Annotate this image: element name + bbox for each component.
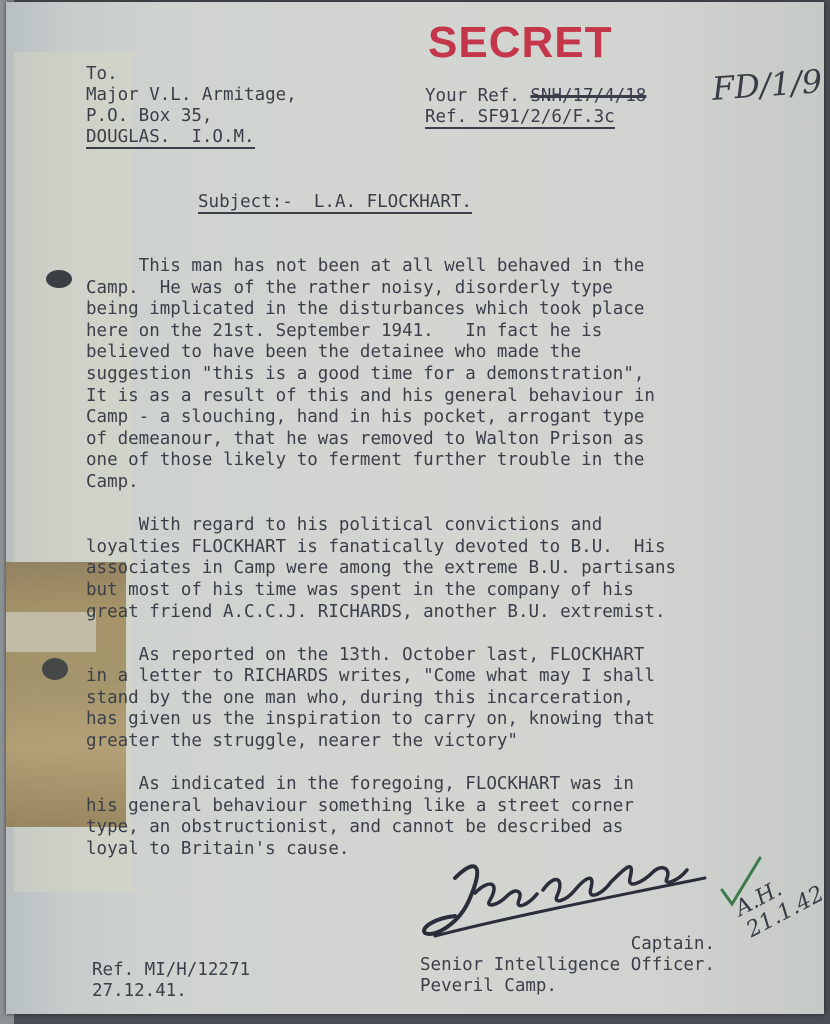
subject-text: Subject:- L.A. FLOCKHART. xyxy=(198,192,472,212)
paper-tear xyxy=(6,612,96,652)
signatory-rank: Captain. xyxy=(630,934,716,954)
recipient-name: Major V.L. Armitage, xyxy=(86,85,297,105)
subject-line xyxy=(198,192,472,213)
signatory-camp: Peveril Camp. xyxy=(420,976,557,996)
footer-ref-block xyxy=(92,960,250,1002)
letter-body xyxy=(86,256,676,861)
recipient-box: P.O. Box 35, xyxy=(86,106,213,126)
punch-hole-bottom xyxy=(42,658,68,680)
our-ref: Ref. SF91/2/6/F.3c xyxy=(425,107,615,127)
signature xyxy=(415,838,715,948)
footer-ref: Ref. MI/H/12271 xyxy=(92,960,251,980)
punch-hole-top xyxy=(46,270,72,288)
signatory-title: Senior Intelligence Officer. xyxy=(420,955,716,975)
to-label: To. xyxy=(86,64,118,84)
secret-stamp: SECRET xyxy=(428,18,613,67)
signatory-block xyxy=(420,934,715,997)
handwritten-initials-date: A.H. 21.1.42 xyxy=(731,876,829,943)
paragraph-3: As reported on the 13th. October last, FLOCKHART in a letter to RICHARDS writes, "Come what may I shall stand by the one man who, during this incarceration, has given us the inspiration to carry on, knowing that greater the struggle, nearer the victory" xyxy=(86,644,655,752)
reference-block xyxy=(425,86,646,128)
your-ref-label: Your Ref. xyxy=(425,86,520,106)
recipient-place: DOUGLAS. I.O.M. xyxy=(86,127,255,147)
your-ref-struck: SNH/17/4/18 xyxy=(530,86,647,106)
paragraph-1: This man has not been at all well behaved in the Camp. He was of the rather noisy, disorderly type being implicated in the disturbances which took place here on the 21st. September 1941. In fact he is believed to have been the detainee who made the suggestion "this is a good time for a demonstration", It is as a result of this and his general behaviour in Camp - a slouching, hand in his pocket, arrogant type of demeanour, that he was removed to Walton Prison as one of those likely to ferment further trouble in the Camp. xyxy=(86,256,655,492)
footer-date: 27.12.41. xyxy=(92,981,187,1001)
handwritten-ref: FD/1/9 xyxy=(710,62,824,108)
recipient-block xyxy=(86,64,297,148)
paragraph-2: With regard to his political convictions and loyalties FLOCKHART is fanatically devoted to B.U. His associates in Camp were among the extreme B.U. partisans but most of his time was spent in the company of his great friend A.C.C.J. RICHARDS, another B.U. extremist. xyxy=(86,515,677,622)
paragraph-4: As indicated in the foregoing, FLOCKHART was in his general behaviour something like a street corner type, an obstructionist, and cannot be described as loyal to Britain's cause. xyxy=(86,774,634,860)
